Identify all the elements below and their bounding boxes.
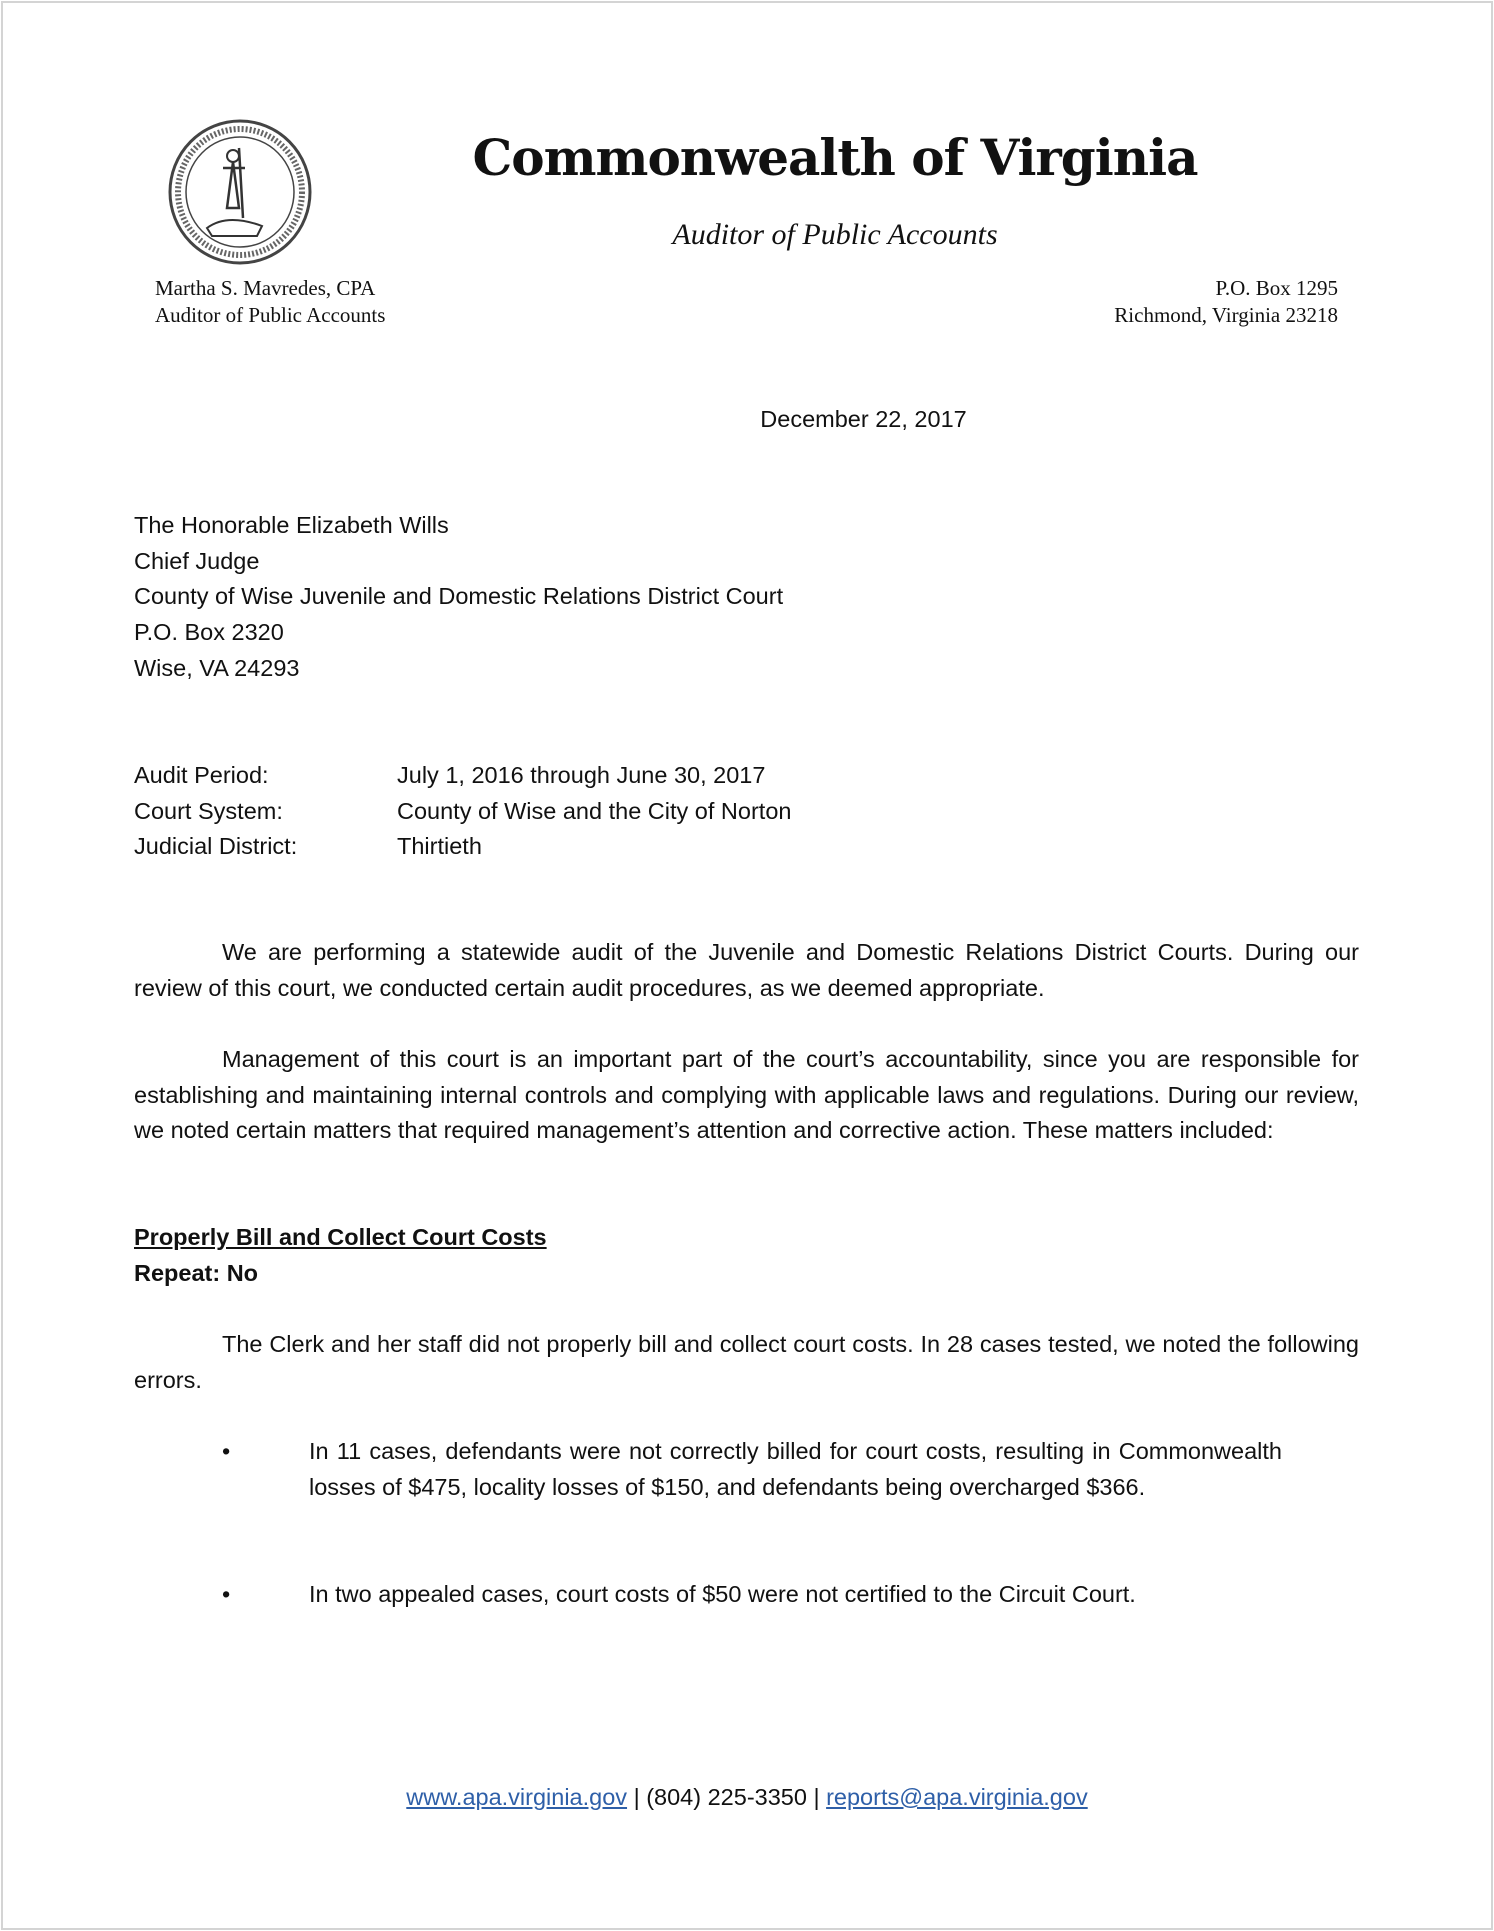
letter-date: December 22, 2017 <box>760 406 967 432</box>
recipient-line: Wise, VA 24293 <box>134 654 300 681</box>
website-link[interactable]: www.apa.virginia.gov <box>406 1784 628 1810</box>
bullet-icon: • <box>222 1581 231 1607</box>
paragraph <box>134 1042 1359 1149</box>
recipient-address <box>134 508 783 687</box>
finding-intro <box>134 1327 1359 1398</box>
letterhead-title: Commonwealth of Virginia <box>472 128 1198 187</box>
audit-label: Court System: <box>134 797 283 824</box>
finding-title: Properly Bill and Collect Court Costs <box>134 1224 547 1250</box>
bullet-icon: • <box>222 1438 231 1464</box>
finding-intro-text: The Clerk and her staff did not properly bill and collect court costs. In 28 cases tested, we noted the following errors. <box>134 1331 1359 1393</box>
bullet-text: In 11 cases, defendants were not correctly billed for court costs, resulting in Commonwealth losses of $475, locality losses of $150, and defendants being overcharged $366. <box>309 1438 1282 1500</box>
recipient-line: The Honorable Elizabeth Wills <box>134 512 449 538</box>
phone-number: (804) 225-3350 <box>646 1784 807 1810</box>
recipient-line: County of Wise Juvenile and Domestic Relations District Court <box>134 583 784 610</box>
recipient-line: Chief Judge <box>134 547 260 574</box>
recipient-line: P.O. Box 2320 <box>134 619 284 646</box>
virginia-seal-logo <box>167 118 313 266</box>
auditor-title: Auditor of Public Accounts <box>155 303 386 327</box>
finding-repeat: Repeat: No <box>134 1259 259 1286</box>
email-link[interactable]: reports@apa.virginia.gov <box>826 1784 1088 1810</box>
audit-info <box>134 758 791 865</box>
city-state-zip: Richmond, Virginia 23218 <box>1114 303 1338 327</box>
audit-value: Thirtieth <box>397 833 482 860</box>
paragraph-text: Management of this court is an important part of the court’s accountability, since you are responsible for establishing and maintaining internal controls and complying with applicable laws and regulations. During our review, we noted certain matters that required management’s attention and corrective action. These matters included: <box>134 1046 1359 1144</box>
bullet-item <box>222 1434 1282 1505</box>
audit-info-row <box>134 794 791 830</box>
audit-value: July 1, 2016 through June 30, 2017 <box>397 762 766 788</box>
paragraph <box>134 935 1359 1006</box>
footer <box>0 1780 1494 1816</box>
audit-info-row <box>134 758 791 794</box>
audit-value: County of Wise and the City of Norton <box>397 797 792 824</box>
paragraph-text: We are performing a statewide audit of the Juvenile and Domestic Relations District Courts. During our review of this court, we conducted certain audit procedures, as we deemed appropriate. <box>134 939 1359 1001</box>
auditor-name: Martha S. Mavredes, CPA <box>155 276 376 300</box>
letterhead-subtitle: Auditor of Public Accounts <box>672 218 998 251</box>
auditor-name-block <box>155 275 385 329</box>
footer-separator: | <box>813 1784 820 1810</box>
bullet-item <box>222 1577 1282 1613</box>
audit-info-row <box>134 829 791 865</box>
audit-label: Judicial District: <box>134 833 298 860</box>
bullet-text: In two appealed cases, court costs of $50 were not certified to the Circuit Court. <box>309 1581 1136 1607</box>
audit-label: Audit Period: <box>134 762 269 788</box>
footer-separator: | <box>633 1784 640 1810</box>
po-box: P.O. Box 1295 <box>1215 276 1338 300</box>
finding-heading <box>134 1220 547 1291</box>
office-address-block <box>1114 275 1338 329</box>
